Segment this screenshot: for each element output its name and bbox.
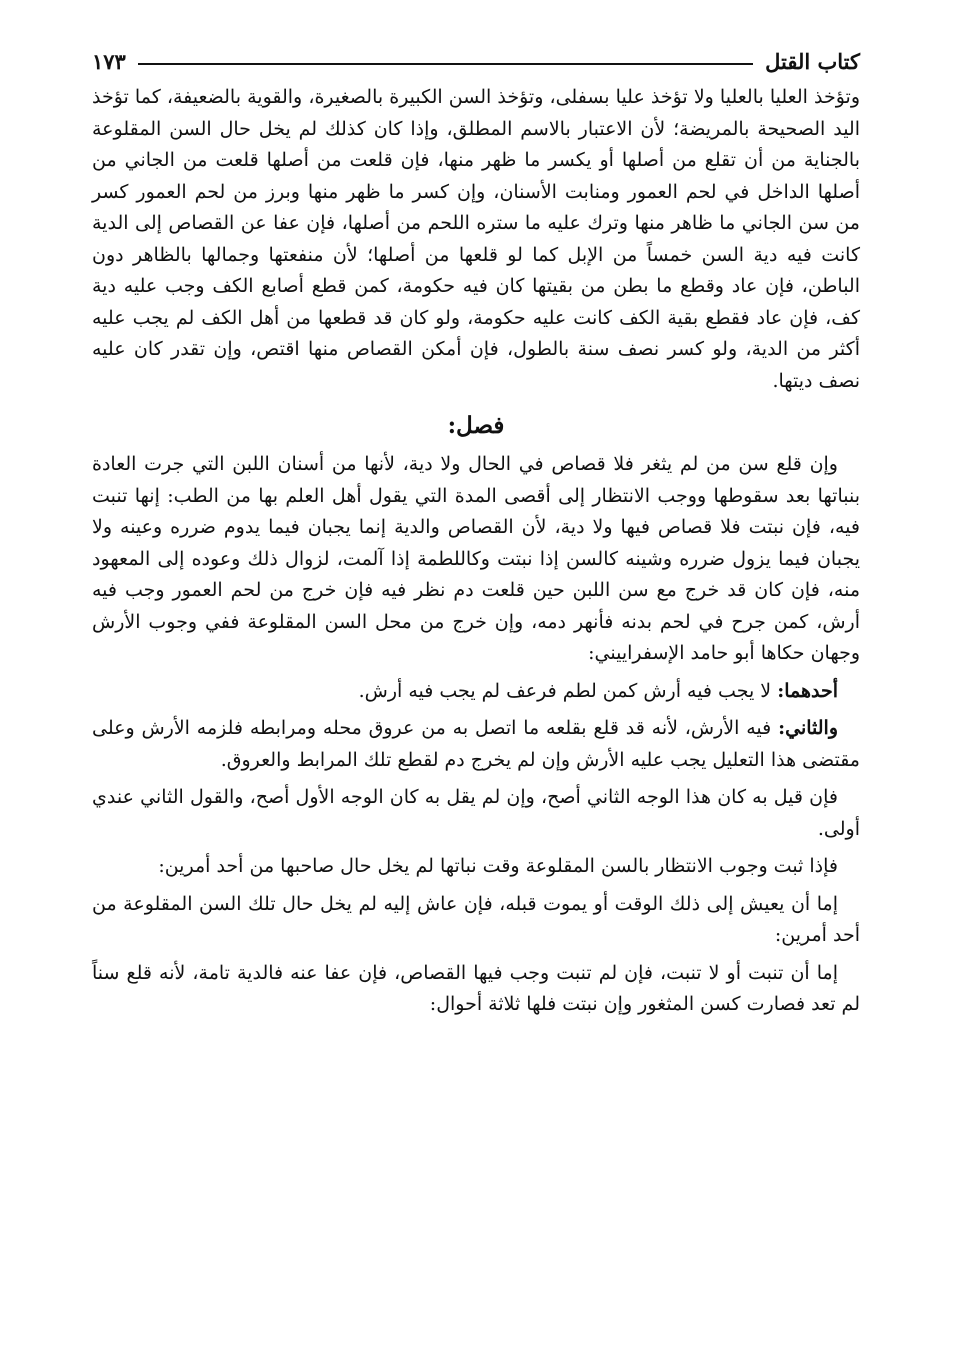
closing-paragraph-1: فإن قيل به كان هذا الوجه الثاني أصح، وإن لم يقل به كان الوجه الأول أصح، والقول الثاني عندي أولى. <box>92 786 860 840</box>
intro-paragraph: وتؤخذ العليا بالعليا ولا تؤخذ عليا بسفلى، وتؤخذ السن الكبيرة بالصغيرة، والقوية بالضعيفة، كما تؤخذ اليد الصحيحة بالمريضة؛ لأن الاعتبار بالاسم المطلق، وإذا كان كذلك لم يخل حال السن المقلوعة بالجناية من أن تقلع من أصلها أو يكسر ما ظهر منها، فإن قلعت من أصلها قلعت من الجاني من أصلها الداخل في لحم العمور ومنابت الأسنان، وإن كسر ما ظهر منها وبرز من لحم العمور كسر من سن الجاني ما ظاهر منها وترك عليه ما ستره اللحم من أصلها، فإن عفا عن القصاص إلى الدية كانت فيه دية السن خمساً من الإبل كما لو قلعها من أصلها؛ لأن منفعتها وجمالها بالظاهر دون الباطن، فإن عاد وقطع ما بطن من بقيتها كان فيه حكومة، كمن قطع أصابع الكف وجب عليه دية كف، فإن عاد فقطع بقية الكف كانت عليه حكومة، ولو كان قد قطعها من أهل الكف لم يجب عليه أكثر من الدية، ولو كسر نصف سنة بالطول، فإن أمكن القصاص منها اقتص، وإن تقدر كان عليه نصف ديتها. <box>92 86 860 392</box>
closing-paragraph-3: إما أن يعيش إلى ذلك الوقت أو يموت قبله، فإن عاش إليه لم يخل حال تلك السن المقلوعة من أحد أمرين: <box>92 892 860 946</box>
running-title: كتاب القتل <box>765 49 860 74</box>
opinion-two-text: فيه الأرش، لأنه قد قلع بقلعه ما اتصل به من عروق محله ومرابطه فلزمه الأرش وعلى مقتضى هذا التعليل يجب عليه الأرش وإن لم يخرج دم لقطع تلك المرابط والعروق. <box>92 717 860 771</box>
opinion-one <box>92 676 860 708</box>
opinion-one-text: لا يجب فيه أرش كمن لطم فرعف لم يجب فيه أرش. <box>358 679 778 702</box>
section-heading: فصل: <box>447 412 505 439</box>
opinion-two <box>92 713 860 776</box>
opinion-one-lead: أحدهما: <box>777 679 838 702</box>
opinion-two-lead: والثاني: <box>778 717 838 739</box>
closing-paragraph-4: إما أن تنبت أو لا تنبت، فإن لم تنبت وجب فيها القصاص، فإن عفا عنه فالدية تامة، لأنه قلع سناً لم تعد فصارت كسن المثغور وإن نبتت فلها ثلاثة أحوال: <box>92 961 860 1015</box>
closing-paragraph-2: فإذا ثبت وجوب الانتظار بالسن المقلوعة وقت نباتها لم يخل حال صاحبها من أحد أمرين: <box>158 855 838 877</box>
header-rule <box>138 63 753 65</box>
page-number: ١٧٣ <box>92 49 126 74</box>
page-header <box>92 44 860 74</box>
section-paragraph: وإن قلع سن من لم يثغر فلا قصاص في الحال ولا دية، لأنها من أسنان اللبن التي جرت العادة بنباتها بعد سقوطها ووجب الانتظار إلى أقصى المدة التي يقول أهل العلم بها من الطب: إنها تنبت فيه، فإن نبتت فلا قصاص فيها ولا دية، لأن القصاص والدية إنما يجبان فيما يدوم ضرره وعينه ولا يجبان فيما يزول ضرره وشينه كالسن إذا نبتت وكاللطمة إذا آلمت، لزوال ذلك وعوده إلى المعهود منه، فإن كان قد خرج مع سن اللبن حين قلعت دم نظر فيه فإن خرج من لحم العمور وجب فيه أرش، كمن جرح في لحم بدنه فأنهر دمه، وإن خرج من محل السن المقلوعة ففي وجوب الأرش وجهان حكاها أبو حامد الإسفراييني: <box>92 453 860 664</box>
